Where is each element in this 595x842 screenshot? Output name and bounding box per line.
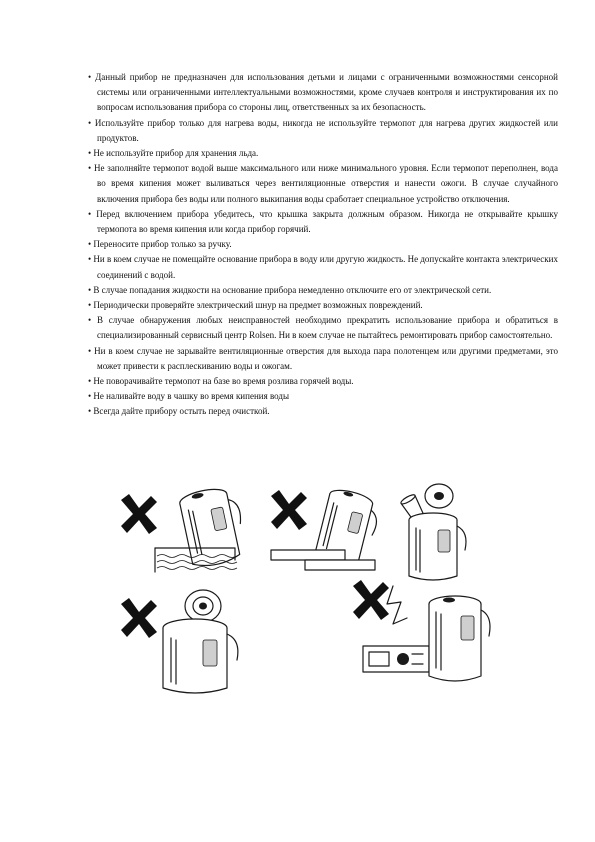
illustration-near-heater — [353, 580, 490, 681]
list-item: • Не используйте прибор для хранения льда. — [88, 146, 558, 161]
list-item: • Ни в коем случае не помещайте основание прибора в воду или другую жидкость. Не допускайте контакта электрических соединений с водой. — [88, 252, 558, 282]
list-item: • Не наливайте воду в чашку во время кипения воды — [88, 389, 558, 404]
list-item: • В случае попадания жидкости на основание прибора немедленно отключите его от электрической сети. — [88, 283, 558, 298]
list-item: • Перед включением прибора убедитесь, что крышка закрыта должным образом. Никогда не открывайте крышку термопота во время кипения или когда прибор горячий. — [88, 207, 558, 237]
list-item: • Не заполняйте термопот водой выше максимального или ниже минимального уровня. Если термопот переполнен, вода во время кипения может выливаться через вентиляционные отверстия и нанести ожоги. В случае случайного включения прибора без воды или полного выкипания воды сработает специальное устройство отключения. — [88, 161, 558, 207]
illustration-pot-tilted — [271, 487, 382, 570]
cross-mark-icon — [121, 494, 157, 534]
list-item: • Периодически проверяйте электрический шнур на предмет возможных повреждений. — [88, 298, 558, 313]
cross-mark-icon — [121, 598, 157, 638]
illustration-pot-in-water — [121, 484, 249, 572]
warning-illustrations — [105, 478, 495, 700]
list-item: • Не поворачивайте термопот на базе во время розлива горячей воды. — [88, 374, 558, 389]
thermopot-drawing — [178, 484, 249, 569]
list-item: • В случае обнаружения любых неисправностей необходимо прекратить использование прибора и обратиться в специализированный сервисный центр Rolsen. Ни в коем случае не пытайтесь ремонтировать прибор самостоятельно. — [88, 313, 558, 343]
illustrations-svg — [105, 478, 495, 700]
thermopot-drawing — [409, 484, 466, 580]
list-item: • Всегда дайте прибору остыть перед очисткой. — [88, 404, 558, 419]
illustration-open-lid — [121, 590, 238, 693]
list-item: • Переносите прибор только за ручку. — [88, 237, 558, 252]
list-item: • Ни в коем случае не зарывайте вентиляционные отверстия для выхода пара полотенцем или другими предметами, это может привести к расплескиванию воды и ожогам. — [88, 344, 558, 374]
heat-zigzag-icon — [387, 586, 407, 624]
list-item: • Используйте прибор только для нагрева воды, никогда не используйте термопот для нагрева других жидкостей или продуктов. — [88, 116, 558, 146]
thermopot-drawing — [429, 596, 490, 681]
safety-rules-list — [88, 70, 558, 420]
thermopot-drawing — [163, 590, 238, 693]
list-item: • Данный прибор не предназначен для использования детьми и лицами с ограниченными возможностями сенсорной системы или ограниченными интеллектуальными возможностями, кроме случаев контроля и инструктирования их по вопросам использования прибора со стороны лиц, ответственных за их безопасность. — [88, 70, 558, 116]
cross-mark-icon — [353, 580, 389, 620]
cross-mark-icon — [271, 490, 307, 530]
illustration-open-lid-cup — [400, 484, 466, 580]
